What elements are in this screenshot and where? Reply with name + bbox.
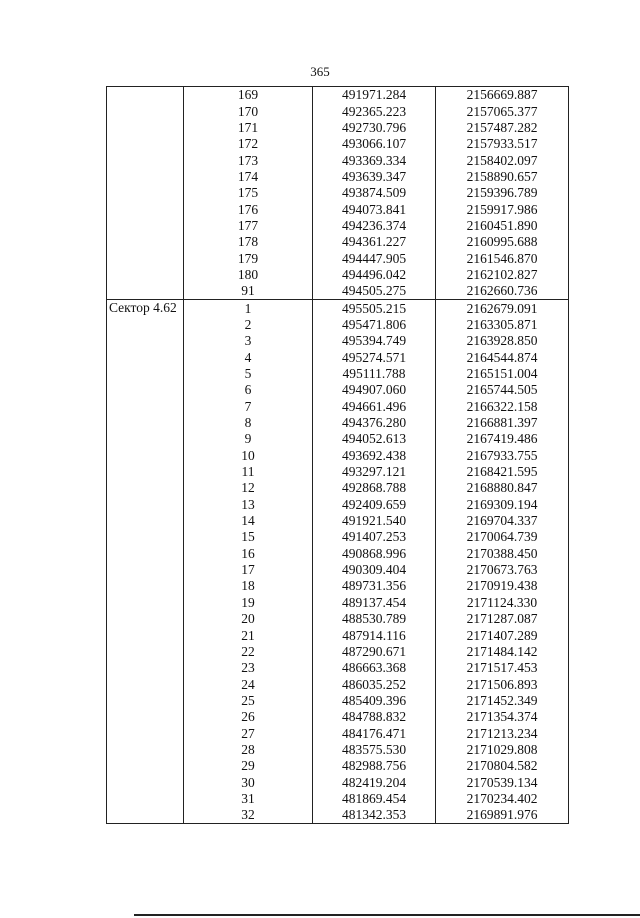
table-row: [107, 742, 569, 758]
table-row: [107, 660, 569, 676]
section-cell: [107, 562, 184, 578]
x-coordinate-cell: 493297.121: [313, 464, 436, 480]
table-row: [107, 350, 569, 366]
section-cell: [107, 333, 184, 349]
point-number-cell: 30: [184, 774, 313, 790]
table-row: [107, 709, 569, 725]
point-number-cell: 6: [184, 382, 313, 398]
point-number-cell: 28: [184, 742, 313, 758]
table-row: [107, 693, 569, 709]
section-cell: [107, 807, 184, 824]
table-row: [107, 120, 569, 136]
section-cell: [107, 529, 184, 545]
table-row: [107, 185, 569, 201]
point-number-cell: 176: [184, 201, 313, 217]
section-cell: [107, 283, 184, 300]
point-number-cell: 4: [184, 350, 313, 366]
table-row: [107, 758, 569, 774]
table-row: [107, 676, 569, 692]
point-number-cell: 5: [184, 366, 313, 382]
point-number-cell: 19: [184, 595, 313, 611]
section-cell: [107, 382, 184, 398]
x-coordinate-cell: 494505.275: [313, 283, 436, 300]
section-cell: [107, 546, 184, 562]
y-coordinate-cell: 2169891.976: [436, 807, 569, 824]
point-number-cell: 29: [184, 758, 313, 774]
point-number-cell: 8: [184, 415, 313, 431]
point-number-cell: 13: [184, 497, 313, 513]
section-cell: [107, 448, 184, 464]
table-row: [107, 136, 569, 152]
section-cell: [107, 366, 184, 382]
point-number-cell: 26: [184, 709, 313, 725]
x-coordinate-cell: 495471.806: [313, 317, 436, 333]
section-cell: [107, 660, 184, 676]
y-coordinate-cell: 2171484.142: [436, 644, 569, 660]
section-cell: [107, 201, 184, 217]
table-row: [107, 529, 569, 545]
x-coordinate-cell: 482419.204: [313, 774, 436, 790]
x-coordinate-cell: 494496.042: [313, 267, 436, 283]
point-number-cell: 16: [184, 546, 313, 562]
table-row: [107, 103, 569, 119]
y-coordinate-cell: 2170539.134: [436, 774, 569, 790]
y-coordinate-cell: 2171124.330: [436, 595, 569, 611]
point-number-cell: 15: [184, 529, 313, 545]
point-number-cell: 20: [184, 611, 313, 627]
table-row: [107, 595, 569, 611]
y-coordinate-cell: 2171213.234: [436, 725, 569, 741]
point-number-cell: 17: [184, 562, 313, 578]
section-cell: [107, 709, 184, 725]
y-coordinate-cell: 2171029.808: [436, 742, 569, 758]
x-coordinate-cell: 492868.788: [313, 480, 436, 496]
x-coordinate-cell: 490868.996: [313, 546, 436, 562]
y-coordinate-cell: 2166322.158: [436, 399, 569, 415]
point-number-cell: 9: [184, 431, 313, 447]
point-number-cell: 32: [184, 807, 313, 824]
section-cell: [107, 676, 184, 692]
y-coordinate-cell: 2163305.871: [436, 317, 569, 333]
point-number-cell: 21: [184, 627, 313, 643]
point-number-cell: 10: [184, 448, 313, 464]
x-coordinate-cell: 486663.368: [313, 660, 436, 676]
y-coordinate-cell: 2157933.517: [436, 136, 569, 152]
point-number-cell: 174: [184, 169, 313, 185]
table-row: [107, 218, 569, 234]
x-coordinate-cell: 483575.530: [313, 742, 436, 758]
y-coordinate-cell: 2171452.349: [436, 693, 569, 709]
table-row: [107, 546, 569, 562]
x-coordinate-cell: 495111.788: [313, 366, 436, 382]
section-cell: [107, 725, 184, 741]
y-coordinate-cell: 2170234.402: [436, 791, 569, 807]
section-cell: [107, 399, 184, 415]
y-coordinate-cell: 2171287.087: [436, 611, 569, 627]
x-coordinate-cell: 494661.496: [313, 399, 436, 415]
y-coordinate-cell: 2170064.739: [436, 529, 569, 545]
point-number-cell: 170: [184, 103, 313, 119]
x-coordinate-cell: 492409.659: [313, 497, 436, 513]
point-number-cell: 178: [184, 234, 313, 250]
x-coordinate-cell: 482988.756: [313, 758, 436, 774]
y-coordinate-cell: 2157487.282: [436, 120, 569, 136]
y-coordinate-cell: 2170673.763: [436, 562, 569, 578]
x-coordinate-cell: 494052.613: [313, 431, 436, 447]
section-cell: [107, 152, 184, 168]
y-coordinate-cell: 2164544.874: [436, 350, 569, 366]
x-coordinate-cell: 495505.215: [313, 300, 436, 317]
table-row: [107, 366, 569, 382]
table-row: [107, 382, 569, 398]
table-row: [107, 448, 569, 464]
y-coordinate-cell: 2160451.890: [436, 218, 569, 234]
section-cell: [107, 431, 184, 447]
x-coordinate-cell: 484788.832: [313, 709, 436, 725]
point-number-cell: 3: [184, 333, 313, 349]
section-cell: [107, 169, 184, 185]
section-cell: [107, 758, 184, 774]
section-cell: [107, 103, 184, 119]
table-row: [107, 87, 569, 104]
table-row: [107, 611, 569, 627]
x-coordinate-cell: 491971.284: [313, 87, 436, 104]
y-coordinate-cell: 2162679.091: [436, 300, 569, 317]
y-coordinate-cell: 2167419.486: [436, 431, 569, 447]
point-number-cell: 23: [184, 660, 313, 676]
y-coordinate-cell: 2171506.893: [436, 676, 569, 692]
x-coordinate-cell: 489137.454: [313, 595, 436, 611]
y-coordinate-cell: 2162102.827: [436, 267, 569, 283]
section-cell: [107, 480, 184, 496]
y-coordinate-cell: 2169704.337: [436, 513, 569, 529]
table-row: [107, 725, 569, 741]
point-number-cell: 180: [184, 267, 313, 283]
section-cell: [107, 497, 184, 513]
y-coordinate-cell: 2159917.986: [436, 201, 569, 217]
y-coordinate-cell: 2157065.377: [436, 103, 569, 119]
table-row: [107, 497, 569, 513]
y-coordinate-cell: 2168880.847: [436, 480, 569, 496]
point-number-cell: 173: [184, 152, 313, 168]
x-coordinate-cell: 491407.253: [313, 529, 436, 545]
scan-edge-line: [134, 914, 640, 916]
point-number-cell: 31: [184, 791, 313, 807]
y-coordinate-cell: 2163928.850: [436, 333, 569, 349]
point-number-cell: 18: [184, 578, 313, 594]
x-coordinate-cell: 486035.252: [313, 676, 436, 692]
y-coordinate-cell: 2161546.870: [436, 250, 569, 266]
y-coordinate-cell: 2170804.582: [436, 758, 569, 774]
y-coordinate-cell: 2160995.688: [436, 234, 569, 250]
table-row: [107, 333, 569, 349]
table-row: [107, 152, 569, 168]
section-cell: [107, 415, 184, 431]
point-number-cell: 171: [184, 120, 313, 136]
section-cell: [107, 250, 184, 266]
table-row: [107, 480, 569, 496]
section-cell: [107, 350, 184, 366]
point-number-cell: 7: [184, 399, 313, 415]
section-cell: [107, 693, 184, 709]
x-coordinate-cell: 481869.454: [313, 791, 436, 807]
point-number-cell: 24: [184, 676, 313, 692]
x-coordinate-cell: 495394.749: [313, 333, 436, 349]
table-row: [107, 791, 569, 807]
y-coordinate-cell: 2170919.438: [436, 578, 569, 594]
y-coordinate-cell: 2165744.505: [436, 382, 569, 398]
table-row: [107, 627, 569, 643]
x-coordinate-cell: 495274.571: [313, 350, 436, 366]
section-cell: [107, 185, 184, 201]
table-row: [107, 431, 569, 447]
x-coordinate-cell: 481342.353: [313, 807, 436, 824]
section-cell: [107, 87, 184, 104]
y-coordinate-cell: 2158402.097: [436, 152, 569, 168]
section-cell: [107, 317, 184, 333]
section-cell: [107, 595, 184, 611]
point-number-cell: 22: [184, 644, 313, 660]
point-number-cell: 2: [184, 317, 313, 333]
point-number-cell: 177: [184, 218, 313, 234]
table-row: [107, 250, 569, 266]
x-coordinate-cell: 494376.280: [313, 415, 436, 431]
section-cell: [107, 627, 184, 643]
x-coordinate-cell: 487914.116: [313, 627, 436, 643]
x-coordinate-cell: 490309.404: [313, 562, 436, 578]
table-row: [107, 774, 569, 790]
y-coordinate-cell: 2169309.194: [436, 497, 569, 513]
section-cell: [107, 120, 184, 136]
x-coordinate-cell: 494907.060: [313, 382, 436, 398]
section-cell: Сектор 4.62: [107, 300, 184, 317]
x-coordinate-cell: 484176.471: [313, 725, 436, 741]
point-number-cell: 169: [184, 87, 313, 104]
table-row: [107, 464, 569, 480]
y-coordinate-cell: 2170388.450: [436, 546, 569, 562]
x-coordinate-cell: 488530.789: [313, 611, 436, 627]
table-row: [107, 562, 569, 578]
section-cell: [107, 218, 184, 234]
page-number: 365: [310, 64, 330, 79]
section-cell: [107, 611, 184, 627]
x-coordinate-cell: 492730.796: [313, 120, 436, 136]
x-coordinate-cell: 493369.334: [313, 152, 436, 168]
x-coordinate-cell: 494073.841: [313, 201, 436, 217]
section-cell: [107, 234, 184, 250]
section-cell: [107, 513, 184, 529]
table-row: [107, 234, 569, 250]
table-row: [107, 399, 569, 415]
x-coordinate-cell: 493066.107: [313, 136, 436, 152]
point-number-cell: 25: [184, 693, 313, 709]
table-row: [107, 807, 569, 824]
table-row: [107, 415, 569, 431]
x-coordinate-cell: 493874.509: [313, 185, 436, 201]
x-coordinate-cell: 492365.223: [313, 103, 436, 119]
point-number-cell: 12: [184, 480, 313, 496]
y-coordinate-cell: 2156669.887: [436, 87, 569, 104]
point-number-cell: 14: [184, 513, 313, 529]
section-cell: [107, 267, 184, 283]
coordinates-table: [106, 86, 569, 824]
y-coordinate-cell: 2171354.374: [436, 709, 569, 725]
point-number-cell: 179: [184, 250, 313, 266]
point-number-cell: 11: [184, 464, 313, 480]
x-coordinate-cell: 487290.671: [313, 644, 436, 660]
x-coordinate-cell: 494236.374: [313, 218, 436, 234]
table-row: [107, 169, 569, 185]
table-row: [107, 201, 569, 217]
section-cell: [107, 774, 184, 790]
x-coordinate-cell: 493639.347: [313, 169, 436, 185]
point-number-cell: 1: [184, 300, 313, 317]
x-coordinate-cell: 494361.227: [313, 234, 436, 250]
table-row: [107, 283, 569, 300]
y-coordinate-cell: 2158890.657: [436, 169, 569, 185]
y-coordinate-cell: 2168421.595: [436, 464, 569, 480]
coordinates-table-body: [107, 87, 569, 824]
table-row: [107, 578, 569, 594]
point-number-cell: 172: [184, 136, 313, 152]
table-row: [107, 513, 569, 529]
x-coordinate-cell: 494447.905: [313, 250, 436, 266]
section-cell: [107, 644, 184, 660]
point-number-cell: 27: [184, 725, 313, 741]
x-coordinate-cell: 489731.356: [313, 578, 436, 594]
y-coordinate-cell: 2171407.289: [436, 627, 569, 643]
y-coordinate-cell: 2165151.004: [436, 366, 569, 382]
x-coordinate-cell: 491921.540: [313, 513, 436, 529]
y-coordinate-cell: 2167933.755: [436, 448, 569, 464]
table-row: [107, 644, 569, 660]
x-coordinate-cell: 485409.396: [313, 693, 436, 709]
section-cell: [107, 464, 184, 480]
section-cell: [107, 742, 184, 758]
y-coordinate-cell: 2159396.789: [436, 185, 569, 201]
table-row: [107, 267, 569, 283]
point-number-cell: 91: [184, 283, 313, 300]
section-cell: [107, 791, 184, 807]
x-coordinate-cell: 493692.438: [313, 448, 436, 464]
point-number-cell: 175: [184, 185, 313, 201]
table-row: [107, 300, 569, 317]
y-coordinate-cell: 2162660.736: [436, 283, 569, 300]
section-cell: [107, 578, 184, 594]
y-coordinate-cell: 2166881.397: [436, 415, 569, 431]
y-coordinate-cell: 2171517.453: [436, 660, 569, 676]
section-cell: [107, 136, 184, 152]
table-row: [107, 317, 569, 333]
